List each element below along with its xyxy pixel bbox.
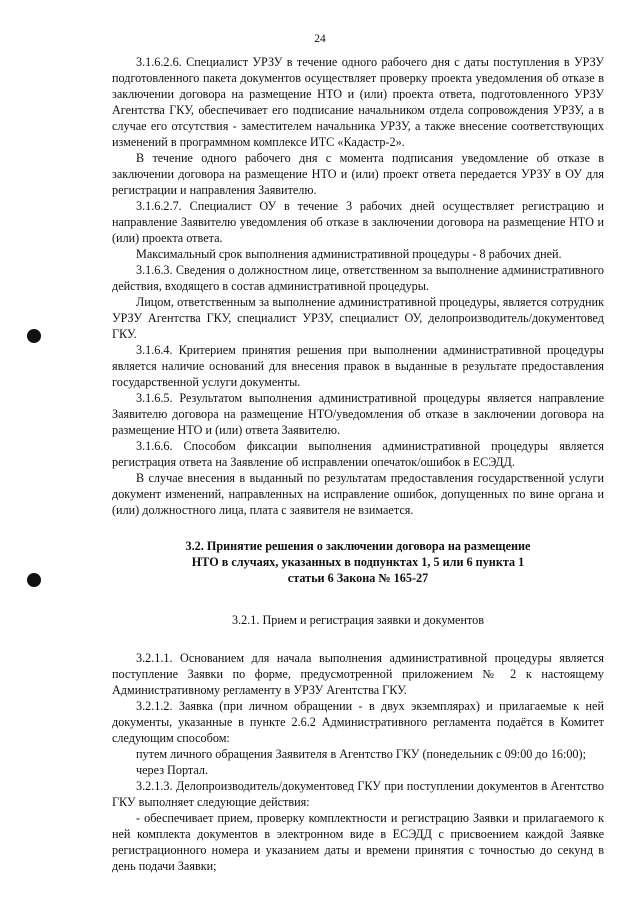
section-title-line: статьи 6 Закона № 165-27	[287, 571, 429, 585]
paragraph: - обеспечивает прием, проверку комплектности и регистрацию Заявки и прилагаемого к ней комплекта документов в электронном виде в ЕСЭДД с присвоением каждой Заявке регистрационного номера и указанием даты и времени принятия с точностью до секунд в день подачи Заявки;	[112, 811, 604, 873]
paragraph: 3.2.1.2. Заявка (при личном обращении - в двух экземплярах) и прилагаемые к ней документы, указанные в пункте 2.6.2 Административного регламента подаётся в Комитет следующим способом:	[112, 699, 604, 745]
section-title	[112, 538, 604, 586]
paragraph: путем личного обращения Заявителя в Агентство ГКУ (понедельник с 09:00 до 16:00);	[136, 747, 586, 761]
paragraph: Максимальный срок выполнения административной процедуры - 8 рабочих дней.	[136, 247, 562, 261]
paragraph: В течение одного рабочего дня с момента подписания уведомление об отказе в заключении договора на размещение НТО и (или) проект ответа передается УРЗУ в ОУ для регистрации и направления Заявителю.	[112, 151, 604, 197]
page-number: 24	[314, 33, 326, 45]
paragraph: Лицом, ответственным за выполнение административной процедуры, является сотрудник УРЗУ Агентства ГКУ, специалист УРЗУ, специалист ОУ, делопроизводитель/документовед ГКУ.	[112, 295, 604, 341]
section-title-line: НТО в случаях, указанных в подпунктах 1, 5 или 6 пункта 1	[191, 555, 525, 569]
punch-hole-mark	[27, 329, 41, 343]
paragraph: через Портал.	[136, 763, 209, 777]
document-body	[112, 54, 604, 874]
section-title-line: 3.2. Принятие решения о заключении договора на размещение	[185, 539, 531, 553]
paragraph: 3.1.6.5. Результатом выполнения административной процедуры является направление Заявителю договора на размещение НТО/уведомления об отказе в заключении договора на размещение НТО и (или) ответа Заявителю.	[112, 391, 604, 437]
paragraph: В случае внесения в выданный по результатам предоставления государственной услуги документ изменений, направленных на исправление ошибок, допущенных по вине органа и (или) должностного лица, плата с заявителя не взимается.	[112, 471, 604, 517]
paragraph: 3.1.6.2.7. Специалист ОУ в течение 3 рабочих дней осуществляет регистрацию и направление Заявителю уведомления об отказе в заключении договора на размещение НТО и (или) проекта ответа.	[112, 199, 604, 245]
paragraph: 3.2.1.1. Основанием для начала выполнения административной процедуры является поступление Заявки по форме, предусмотренной приложением № 2 к настоящему Административному регламенту в УРЗУ Агентства ГКУ.	[112, 651, 604, 697]
punch-hole-mark	[27, 573, 41, 587]
paragraph: 3.1.6.4. Критерием принятия решения при выполнении административной процедуры является наличие оснований для внесения правок в выданные в результате предоставления государственной услуги документы.	[112, 343, 604, 389]
subsection-title: 3.2.1. Прием и регистрация заявки и документов	[231, 613, 484, 627]
paragraph: 3.2.1.3. Делопроизводитель/документовед ГКУ при поступлении документов в Агентство ГКУ выполняет следующие действия:	[112, 779, 604, 809]
paragraph: 3.1.6.2.6. Специалист УРЗУ в течение одного рабочего дня с даты поступления в УРЗУ подготовленного пакета документов осуществляет проверку проекта уведомления об отказе в заключении договора на размещение НТО и (или) проекта ответа, подготовленного УРЗУ Агентства ГКУ, обеспечивает его подписание начальником отдела сопровождения УРЗУ, а в случае его отсутствия - заместителем начальника УРЗУ, а также внесение соответствующих изменений в программном комплексе ИТС «Кадастр-2».	[112, 55, 604, 149]
paragraph: 3.1.6.3. Сведения о должностном лице, ответственном за выполнение административного действия, входящего в состав административной процедуры.	[112, 263, 604, 293]
paragraph: 3.1.6.6. Способом фиксации выполнения административной процедуры является регистрация ответа на Заявление об исправлении опечаток/ошибок в ЕСЭДД.	[112, 439, 604, 469]
